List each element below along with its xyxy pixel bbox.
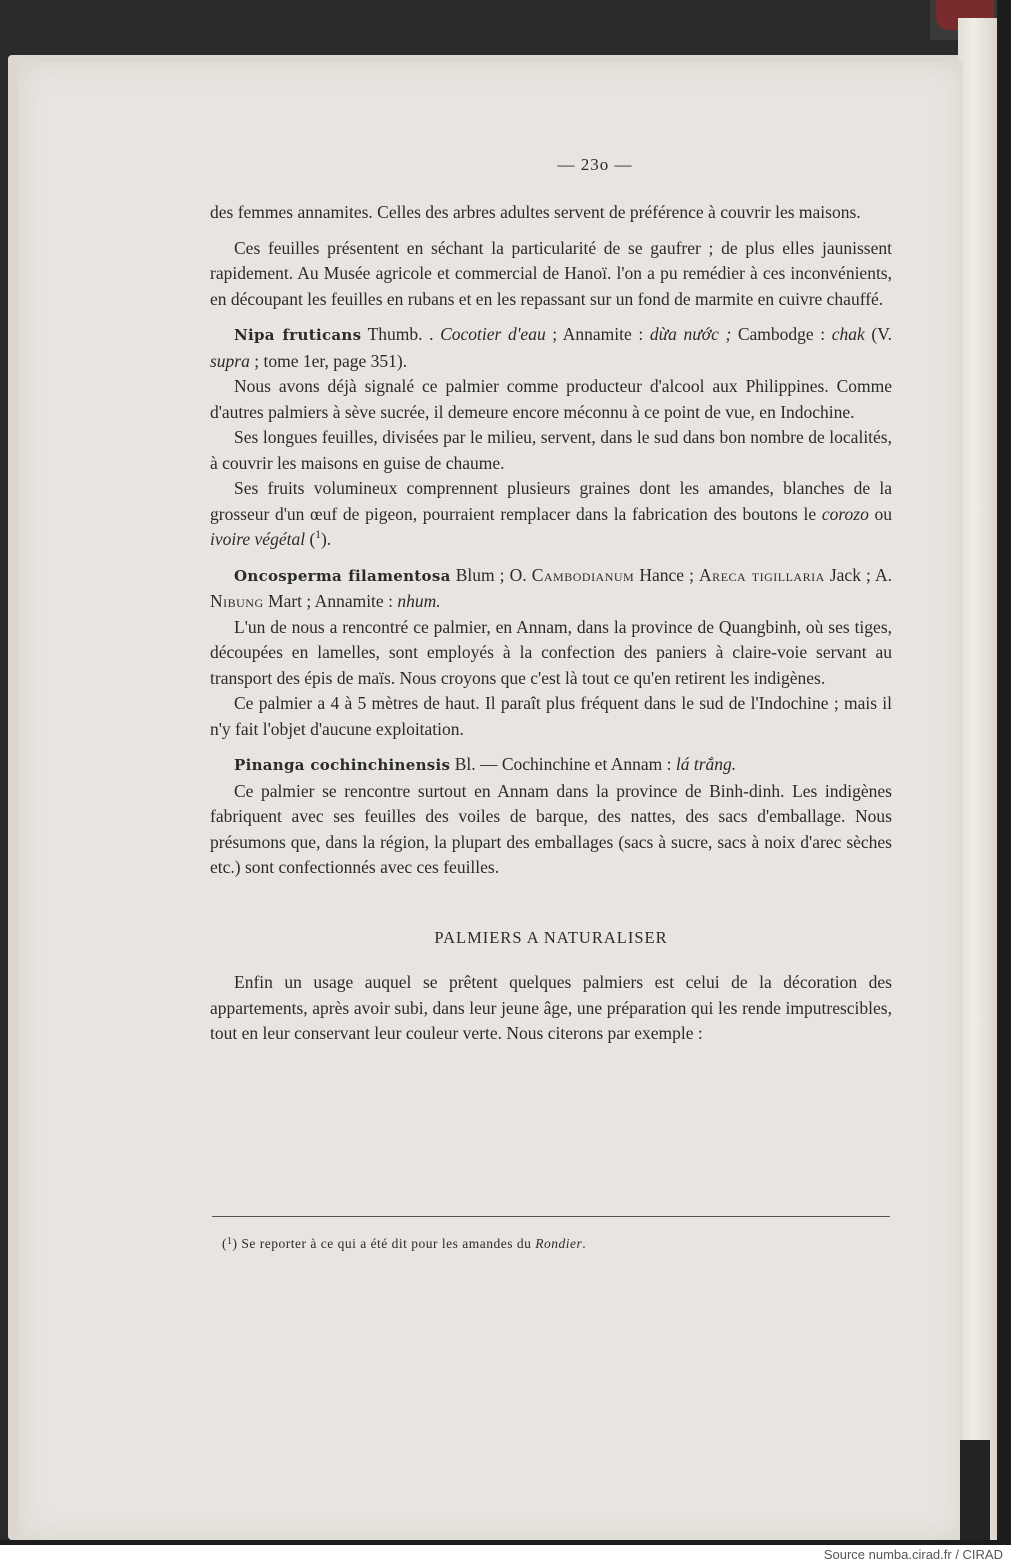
- species-name: Nipa fruticans: [234, 326, 362, 344]
- paragraph: Ces feuilles présentent en séchant la particularité de se gaufrer ; de plus elles jaunissent rapidement. Au Musée agricole et commercial de Hanoï. l'on a pu remédier à ces inconvénients, en découpant les feuilles en rubans et en les repassant sur un fond de marmite en cuivre chauffé.: [210, 237, 892, 309]
- page-number: — 23o —: [557, 155, 633, 174]
- species-entry-nipa: Nipa fruticans Thumb. . Cocotier d'eau ; Annamite : dừa nước ; Cambodge : chak (V. supra ; tome 1er, page 351).: [210, 324, 892, 371]
- source-credit: Source numba.cirad.fr / CIRAD: [823, 1547, 1003, 1562]
- paragraph: Ce palmier a 4 à 5 mètres de haut. Il paraît plus fréquent dans le sud de l'Indochine ; mais il n'y fait l'objet d'aucune exploitation.: [210, 693, 892, 739]
- scan-right-edge: [997, 0, 1011, 1545]
- species-entry-pinanga: Pinanga cochinchinensis Bl. — Cochinchine et Annam : lá trắng.: [234, 754, 737, 774]
- binding-tab: [960, 1440, 990, 1540]
- footnote-divider: [212, 1216, 890, 1217]
- species-entry-oncosperma: Oncosperma filamentosa Blum ; O. Cambodianum Hance ; Areca tigillaria Jack ; A. Nibung Mart ; Annamite : nhum.: [210, 564, 893, 611]
- page-fore-edge: [958, 18, 998, 1540]
- paragraph: Enfin un usage auquel se prêtent quelques palmiers est celui de la décoration des appartements, après avoir subi, dans leur jeune âge, une préparation qui les rende imputrescibles, tout en leur conservant leur couleur verte. Nous citerons par exemple :: [210, 972, 892, 1043]
- footnote-ref: 1: [315, 529, 321, 542]
- page-body: [210, 200, 892, 1047]
- section-heading: PALMIERS A NATURALISER: [434, 927, 668, 947]
- paragraph: Ce palmier se rencontre surtout en Annam dans la province de Binh-dinh. Les indigènes fabriquent avec ses feuilles des voiles de barque, des nattes, des sacs d'emballage. Nous présumons que, dans la région, la plupart des emballages (sacs à sucre, sacs à noix d'arec sèches etc.) sont confectionnés avec ces feuilles.: [210, 780, 892, 877]
- paragraph: des femmes annamites. Celles des arbres adultes servent de préférence à couvrir les maisons.: [210, 202, 861, 222]
- paragraph: Ses fruits volumineux comprennent plusieurs graines dont les amandes, blanches de la grosseur d'un œuf de pigeon, pourraient remplacer dans la fabrication des boutons le corozo ou ivoire végétal ($^1$).: [210, 478, 892, 549]
- footnote: ($^1$) Se reporter à ce qui a été dit pour les amandes du Rondier.: [222, 1236, 587, 1251]
- paragraph: Nous avons déjà signalé ce palmier comme producteur d'alcool aux Philippines. Comme d'autres palmiers à sève sucrée, il demeure encore méconnu à ce point de vue, en Indochine.: [210, 376, 892, 422]
- species-name: Oncosperma filamentosa: [234, 566, 451, 585]
- paragraph: L'un de nous a rencontré ce palmier, en Annam, dans la province de Quangbinh, où ses tiges, découpées en lamelles, sont employés à la confection des paniers à claire-voie servant au transport des épis de maïs. Nous croyons que c'est là tout ce qu'en retirent les indigènes.: [210, 616, 892, 688]
- species-name: Pinanga cochinchinensis: [234, 756, 451, 774]
- paragraph: Ses longues feuilles, divisées par le milieu, servent, dans le sud dans bon nombre de localités, à couvrir les maisons en guise de chaume.: [210, 427, 892, 473]
